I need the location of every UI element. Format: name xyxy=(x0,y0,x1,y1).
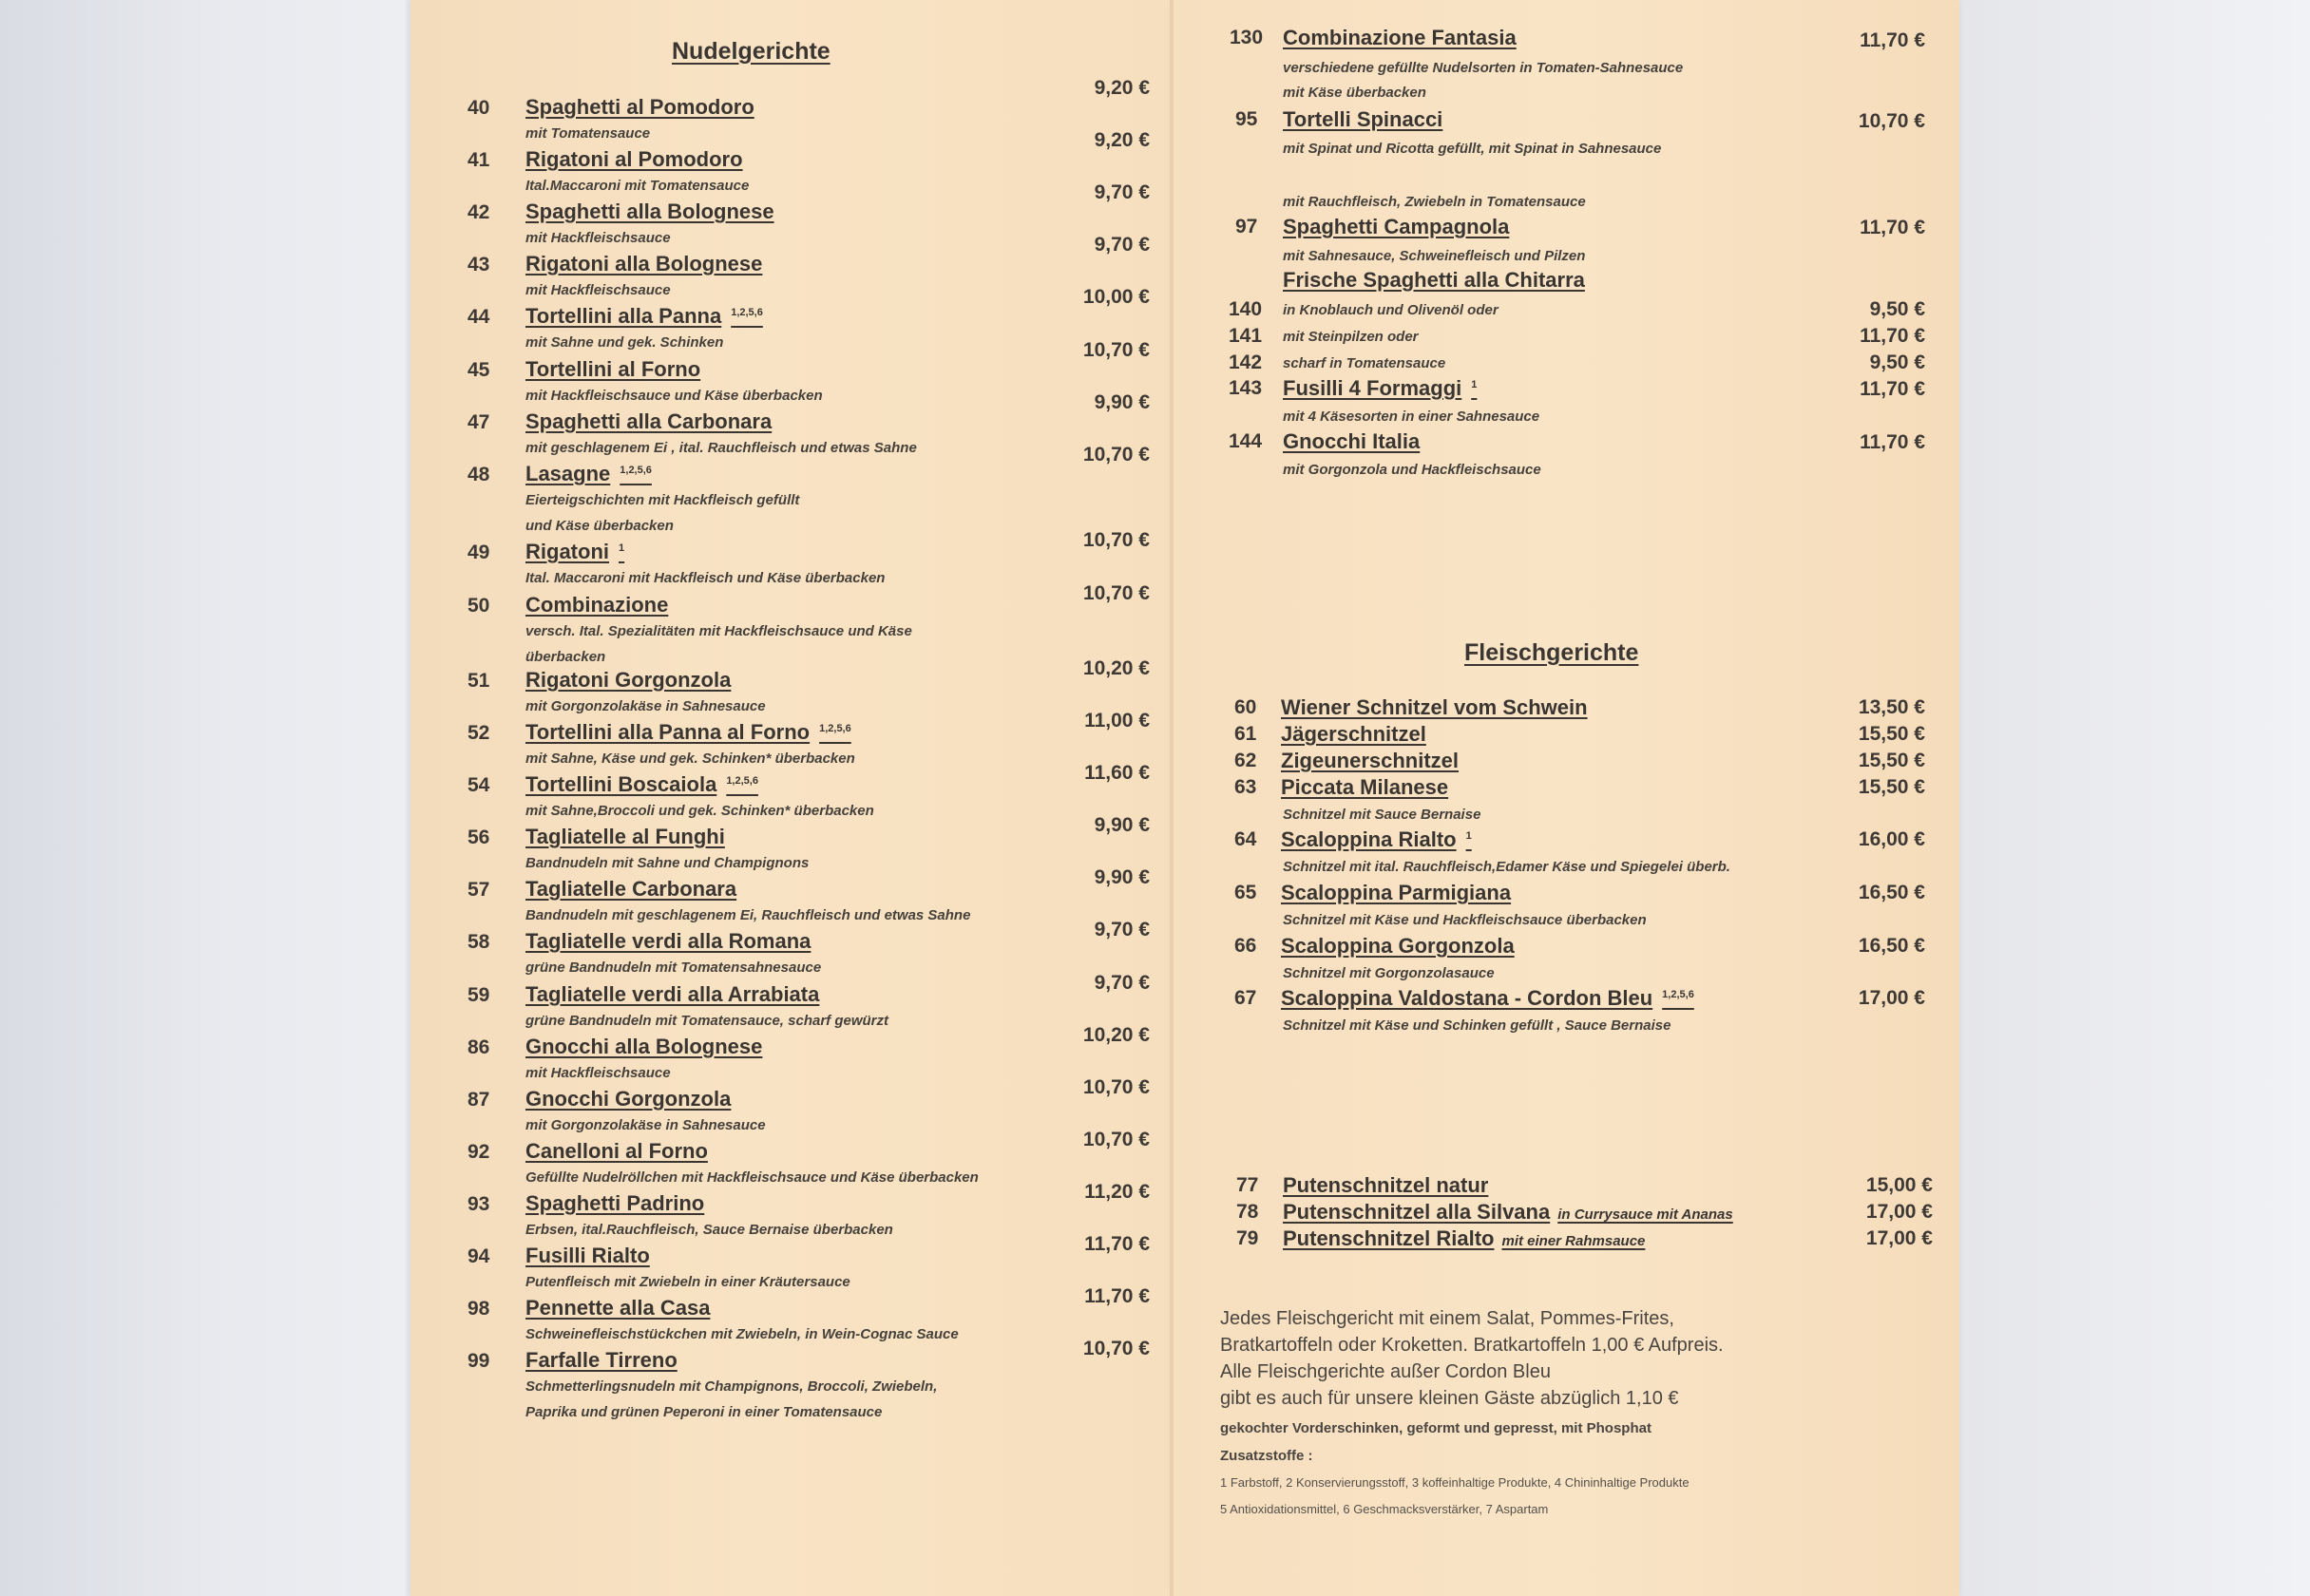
dish-description: mit Steinpilzen oder xyxy=(1283,329,1419,345)
dish-number: 40 xyxy=(468,97,490,119)
dish-price: 9,50 € xyxy=(1869,298,1925,320)
additives-note: 5 Antioxidationsmittel, 6 Geschmacksverstärker, 7 Aspartam xyxy=(1220,1502,1549,1516)
dish-price: 9,70 € xyxy=(1094,919,1150,940)
dish-price: 10,20 € xyxy=(1082,657,1150,679)
allergen-footnote: 1 xyxy=(619,542,625,554)
dish-name: Piccata Milanese xyxy=(1281,775,1449,799)
dish-name: Combinazione Fantasia xyxy=(1283,26,1517,49)
dish-description: in Currysauce mit Ananas xyxy=(1557,1206,1733,1223)
dish-price: 11,20 € xyxy=(1084,1181,1150,1203)
dish-price: 10,70 € xyxy=(1082,1129,1150,1150)
dish-description: grüne Bandnudeln mit Tomatensauce, scharf gewürzt xyxy=(525,1013,889,1029)
dish-description: mit Gorgonzolakäse in Sahnesauce xyxy=(525,698,766,714)
dish-description: mit Sahne,Broccoli und gek. Schinken* überbacken xyxy=(525,803,874,819)
dish-price: 11,00 € xyxy=(1084,710,1150,732)
dish-price: 15,50 € xyxy=(1858,723,1925,745)
dish-description: mit Sahne und gek. Schinken xyxy=(525,334,724,351)
dish-number: 50 xyxy=(468,595,490,617)
dish-name: Putenschnitzel natur xyxy=(1283,1173,1489,1197)
dish-name: Putenschnitzel Rialto mit einer Rahmsauce xyxy=(1283,1226,1646,1250)
dish-number: 140 xyxy=(1229,298,1263,320)
dish-description: mit Sahne, Käse und gek. Schinken* überbacken xyxy=(525,750,855,767)
dish-description: mit Sahnesauce, Schweinefleisch und Pilzen xyxy=(1283,248,1586,264)
dish-price: 9,90 € xyxy=(1094,866,1150,888)
dish-price: 10,20 € xyxy=(1082,1024,1150,1046)
dish-number: 79 xyxy=(1236,1227,1259,1249)
menu-note: Bratkartoffeln oder Kroketten. Bratkartoffeln 1,00 € Aufpreis. xyxy=(1220,1335,1724,1356)
dish-name: Rigatoni $^1$ xyxy=(525,540,625,563)
dish-description: mit Spinat und Ricotta gefüllt, mit Spinat in Sahnesauce xyxy=(1283,141,1662,157)
dish-description: Eierteigschichten mit Hackfleisch gefüllt xyxy=(525,492,800,508)
dish-name: Zigeunerschnitzel xyxy=(1281,749,1460,772)
dish-number: 51 xyxy=(468,670,490,692)
dish-price: 9,50 € xyxy=(1869,352,1925,373)
dish-price: 11,70 € xyxy=(1084,1285,1150,1307)
dish-name: Scaloppina Rialto $^1$ xyxy=(1281,827,1472,851)
section-heading-meat: Fleischgerichte xyxy=(1464,639,1639,666)
dish-description: Schnitzel mit Gorgonzolasauce xyxy=(1283,965,1495,981)
dish-name: Rigatoni al Pomodoro xyxy=(525,147,743,171)
dish-number: 86 xyxy=(468,1036,490,1058)
dish-name: Rigatoni alla Bolognese xyxy=(525,252,763,276)
additives-note: 1 Farbstoff, 2 Konservierungsstoff, 3 koffeinhaltige Produkte, 4 Chininhaltige Produkte xyxy=(1220,1475,1690,1490)
dish-number: 87 xyxy=(468,1089,490,1111)
dish-name: Spaghetti Padrino xyxy=(525,1191,705,1215)
dish-price: 11,70 € xyxy=(1860,431,1925,453)
dish-name: Tortellini alla Panna $^{1,2,5,6}$ xyxy=(525,304,763,328)
dish-price: 10,00 € xyxy=(1082,286,1150,308)
dish-description: Schweinefleischstückchen mit Zwiebeln, in Wein-Cognac Sauce xyxy=(525,1326,959,1342)
dish-description: Ital. Maccaroni mit Hackfleisch und Käse überbacken xyxy=(525,570,886,586)
dish-name: Rigatoni Gorgonzola xyxy=(525,668,732,692)
dish-number: 47 xyxy=(468,411,490,433)
dish-number: 92 xyxy=(468,1141,490,1163)
dish-number: 97 xyxy=(1235,216,1258,238)
dish-name: Fusilli Rialto xyxy=(525,1244,650,1267)
dish-price: 16,50 € xyxy=(1858,935,1925,957)
dish-price: 16,50 € xyxy=(1858,882,1925,903)
dish-name: Putenschnitzel alla Silvana in Currysauce mit Ananas xyxy=(1283,1200,1733,1224)
dish-description: mit geschlagenem Ei , ital. Rauchfleisch und etwas Sahne xyxy=(525,440,917,456)
dish-number: 98 xyxy=(468,1298,490,1320)
dish-name: Gnocchi Gorgonzola xyxy=(525,1087,732,1111)
dish-price: 17,00 € xyxy=(1858,987,1925,1009)
background-right xyxy=(1959,0,2310,1596)
dish-number: 45 xyxy=(468,359,490,381)
dish-description: mit Gorgonzola und Hackfleischsauce xyxy=(1283,462,1541,478)
dish-description: Schnitzel mit Käse und Schinken gefüllt , Sauce Bernaise xyxy=(1283,1017,1671,1034)
dish-number: 78 xyxy=(1236,1201,1259,1223)
dish-number: 65 xyxy=(1234,882,1257,903)
dish-number: 49 xyxy=(468,542,490,563)
allergen-footnote: 1,2,5,6 xyxy=(620,464,652,476)
dish-name: Tortellini alla Panna al Forno $^{1,2,5,6}$ xyxy=(525,720,851,744)
dish-name: Gnocchi alla Bolognese xyxy=(525,1035,763,1058)
dish-description: mit Tomatensauce xyxy=(525,125,651,142)
dish-name: Scaloppina Gorgonzola xyxy=(1281,934,1515,958)
dish-number: 141 xyxy=(1229,325,1263,347)
dish-price: 11,70 € xyxy=(1860,29,1925,51)
allergen-footnote: 1,2,5,6 xyxy=(731,306,763,318)
dish-price: 9,70 € xyxy=(1094,972,1150,994)
dish-number: 77 xyxy=(1236,1174,1259,1196)
dish-price: 15,00 € xyxy=(1865,1174,1933,1196)
dish-number: 95 xyxy=(1235,108,1258,130)
dish-price: 10,70 € xyxy=(1858,110,1925,132)
dish-price: 11,70 € xyxy=(1860,378,1925,400)
dish-number: 144 xyxy=(1229,430,1263,452)
dish-description: Paprika und grünen Peperoni in einer Tomatensauce xyxy=(525,1404,883,1420)
dish-name: Spaghetti al Pomodoro xyxy=(525,95,754,119)
dish-name: Wiener Schnitzel vom Schwein xyxy=(1281,695,1588,719)
dish-name: Scaloppina Parmigiana xyxy=(1281,881,1512,904)
dish-name: Scaloppina Valdostana - Cordon Bleu $^{1,2,5,6}$ xyxy=(1281,986,1694,1010)
dish-description: Putenfleisch mit Zwiebeln in einer Kräutersauce xyxy=(525,1274,850,1290)
dish-description: mit Hackfleischsauce xyxy=(525,282,671,298)
dish-price: 10,70 € xyxy=(1082,529,1150,551)
dish-price: 16,00 € xyxy=(1858,828,1925,850)
dish-price: 11,70 € xyxy=(1860,217,1925,238)
menu-note: Alle Fleischgerichte außer Cordon Bleu xyxy=(1220,1361,1551,1382)
dish-number: 58 xyxy=(468,931,490,953)
dish-price: 15,50 € xyxy=(1858,750,1925,771)
dish-description: in Knoblauch und Olivenöl oder xyxy=(1283,302,1499,318)
dish-description: Bandnudeln mit Sahne und Champignons xyxy=(525,855,810,871)
dish-description: Bandnudeln mit geschlagenem Ei, Rauchfleisch und etwas Sahne xyxy=(525,907,971,923)
dish-name: Canelloni al Forno xyxy=(525,1139,708,1163)
dish-price: 9,90 € xyxy=(1094,391,1150,413)
dish-name: Fusilli 4 Formaggi $^1$ xyxy=(1283,376,1478,400)
menu-note: gibt es auch für unsere kleinen Gäste abzüglich 1,10 € xyxy=(1220,1388,1679,1409)
dish-number: 64 xyxy=(1234,828,1257,850)
dish-price: 9,20 € xyxy=(1094,77,1150,99)
dish-number: 94 xyxy=(468,1245,490,1267)
dish-price: 10,70 € xyxy=(1082,444,1150,466)
dish-number: 66 xyxy=(1234,935,1257,957)
dish-description: mit Hackfleischsauce xyxy=(525,1065,671,1081)
dish-description: scharf in Tomatensauce xyxy=(1283,355,1446,371)
dish-name: Tortelli Spinacci xyxy=(1283,107,1443,131)
dish-number: 54 xyxy=(468,774,490,796)
dish-number: 41 xyxy=(468,149,490,171)
dish-number: 57 xyxy=(468,879,490,901)
dish-description: verschiedene gefüllte Nudelsorten in Tomaten-Sahnesauce xyxy=(1283,60,1684,76)
dish-description: Ital.Maccaroni mit Tomatensauce xyxy=(525,178,750,194)
dish-number: 61 xyxy=(1234,723,1257,745)
dish-name: Combinazione xyxy=(525,593,669,617)
dish-price: 10,70 € xyxy=(1082,339,1150,361)
dish-name: Spaghetti alla Carbonara xyxy=(525,409,773,433)
dish-number: 67 xyxy=(1234,987,1257,1009)
dish-price: 10,70 € xyxy=(1082,1076,1150,1098)
dish-description: mit Rauchfleisch, Zwiebeln in Tomatensauce xyxy=(1283,194,1586,210)
dish-description: Schnitzel mit ital. Rauchfleisch,Edamer Käse und Spiegelei überb. xyxy=(1283,859,1730,875)
page-fold xyxy=(1170,0,1174,1596)
dish-name: Jägerschnitzel xyxy=(1281,722,1426,746)
dish-number: 142 xyxy=(1229,352,1263,373)
dish-price: 15,50 € xyxy=(1858,776,1925,798)
dish-price: 9,70 € xyxy=(1094,181,1150,203)
allergen-footnote: 1,2,5,6 xyxy=(819,722,851,734)
dish-name: Tortellini al Forno xyxy=(525,357,701,381)
dish-number: 130 xyxy=(1230,27,1264,48)
dish-description: mit Hackfleischsauce und Käse überbacken xyxy=(525,388,823,404)
dish-name: Farfalle Tirreno xyxy=(525,1348,678,1372)
dish-number: 52 xyxy=(468,722,490,744)
allergen-footnote: 1 xyxy=(1471,378,1478,390)
dish-description: mit 4 Käsesorten in einer Sahnesauce xyxy=(1283,408,1540,425)
dish-number: 63 xyxy=(1234,776,1257,798)
dish-name: Tagliatelle verdi alla Arrabiata xyxy=(525,982,820,1006)
dish-description: Schnitzel mit Sauce Bernaise xyxy=(1283,807,1481,823)
section-heading-pasta: Nudelgerichte xyxy=(672,38,830,65)
dish-price: 11,70 € xyxy=(1860,325,1925,347)
dish-description: versch. Ital. Spezialitäten mit Hackfleischsauce und Käse xyxy=(525,623,912,639)
dish-description: grüne Bandnudeln mit Tomatensahnesauce xyxy=(525,960,822,976)
dish-description: und Käse überbacken xyxy=(525,518,674,534)
dish-number: 48 xyxy=(468,464,490,485)
dish-name: Tagliatelle verdi alla Romana xyxy=(525,929,811,953)
dish-price: 13,50 € xyxy=(1858,696,1925,718)
dish-number: 62 xyxy=(1234,750,1257,771)
dish-price: 11,60 € xyxy=(1084,762,1150,784)
menu-note-small: gekochter Vorderschinken, geformt und gepresst, mit Phosphat xyxy=(1220,1420,1651,1436)
dish-number: 59 xyxy=(468,984,490,1006)
dish-name: Tagliatelle Carbonara xyxy=(525,877,737,901)
dish-price: 9,20 € xyxy=(1094,129,1150,151)
dish-name: Tagliatelle al Funghi xyxy=(525,825,725,848)
dish-price: 9,70 € xyxy=(1094,234,1150,256)
dish-description: Schmetterlingsnudeln mit Champignons, Broccoli, Zwiebeln, xyxy=(525,1378,938,1395)
dish-description: Schnitzel mit Käse und Hackfleischsauce überbacken xyxy=(1283,912,1647,928)
menu-note: Jedes Fleischgericht mit einem Salat, Pommes-Frites, xyxy=(1220,1308,1674,1329)
dish-description: Erbsen, ital.Rauchfleisch, Sauce Bernaise überbacken xyxy=(525,1222,893,1238)
allergen-footnote: 1 xyxy=(1465,829,1472,842)
dish-name: Gnocchi Italia xyxy=(1283,429,1421,453)
dish-name: Pennette alla Casa xyxy=(525,1296,711,1320)
dish-name: Tortellini Boscaiola $^{1,2,5,6}$ xyxy=(525,772,758,796)
dish-number: 60 xyxy=(1234,696,1257,718)
dish-number: 43 xyxy=(468,254,490,276)
dish-price: 10,70 € xyxy=(1082,582,1150,604)
dish-price: 9,90 € xyxy=(1094,814,1150,836)
dish-price: 17,00 € xyxy=(1865,1201,1933,1223)
dish-name: Lasagne $^{1,2,5,6}$ xyxy=(525,462,652,485)
dish-description: mit Hackfleischsauce xyxy=(525,230,671,246)
dish-price: 17,00 € xyxy=(1865,1227,1933,1249)
dish-name: Spaghetti alla Bolognese xyxy=(525,200,774,223)
dish-name: Spaghetti Campagnola xyxy=(1283,215,1510,238)
dish-number: 56 xyxy=(468,826,490,848)
dish-price: 11,70 € xyxy=(1084,1233,1150,1255)
dish-number: 93 xyxy=(468,1193,490,1215)
dish-number: 143 xyxy=(1229,377,1263,399)
allergen-footnote: 1,2,5,6 xyxy=(1662,988,1694,1000)
menu-note-small: Zusatzstoffe : xyxy=(1220,1448,1313,1464)
dish-description: überbacken xyxy=(525,649,606,665)
dish-number: 42 xyxy=(468,201,490,223)
dish-description: mit Käse überbacken xyxy=(1283,85,1426,101)
dish-price: 10,70 € xyxy=(1082,1338,1150,1359)
dish-description: mit Gorgonzolakäse in Sahnesauce xyxy=(525,1117,766,1133)
dish-number: 44 xyxy=(468,306,490,328)
allergen-footnote: 1,2,5,6 xyxy=(726,774,758,787)
dish-description: mit einer Rahmsauce xyxy=(1501,1233,1646,1249)
dish-number: 99 xyxy=(468,1350,490,1372)
dish-description: Gefüllte Nudelröllchen mit Hackfleischsauce und Käse überbacken xyxy=(525,1169,979,1186)
dish-name: Frische Spaghetti alla Chitarra xyxy=(1283,268,1585,292)
